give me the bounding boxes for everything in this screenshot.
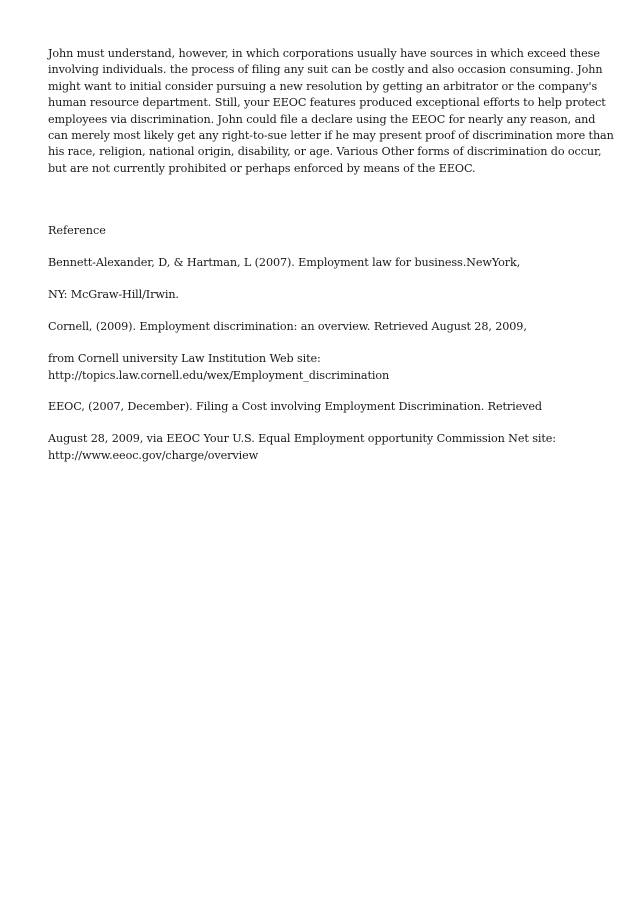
- reference-link[interactable]: http://topics.law.cornell.edu/wex/Employment_discrimination: [48, 369, 390, 383]
- reference-line: Cornell, (2009). Employment discrimination: an overview. Retrieved August 28, 2009,: [48, 320, 527, 334]
- paragraph-line: employees via discrimination. John could file a declare using the EEOC for nearly any reason, and: [48, 112, 596, 126]
- paragraph-line: but are not currently prohibited or perhaps enforced by means of the EEOC.: [48, 161, 476, 175]
- reference-line: EEOC, (2007, December). Filing a Cost involving Employment Discrimination. Retrieved: [48, 400, 542, 414]
- paragraph-line: his race, religion, national origin, disability, or age. Various Other forms of discrimination do occur,: [48, 145, 602, 159]
- references-list: [48, 254, 608, 464]
- reference-line: August 28, 2009, via EEOC Your U.S. Equal Employment opportunity Commission Net site:: [48, 432, 556, 446]
- body-paragraph: [48, 46, 614, 177]
- paragraph-line: can merely most likely get any right-to-sue letter if he may present proof of discrimination more than: [48, 129, 614, 143]
- reference-link[interactable]: http://www.eeoc.gov/charge/overview: [48, 449, 259, 463]
- paragraph-line: involving individuals. the process of filing any suit can be costly and also occasion consuming. John: [48, 63, 603, 77]
- paragraph-line: human resource department. Still, your EEOC features produced exceptional efforts to help protect: [48, 96, 606, 110]
- reference-line: Bennett-Alexander, D, & Hartman, L (2007). Employment law for business.NewYork,: [48, 256, 521, 270]
- references-heading: Reference: [48, 224, 106, 238]
- paragraph-line: might want to initial consider pursuing a new resolution by getting an arbitrator or the company's: [48, 79, 598, 93]
- document-page: [48, 46, 614, 464]
- paragraph-line: John must understand, however, in which corporations usually have sources in which exceed these: [48, 47, 600, 60]
- reference-line: from Cornell university Law Institution Web site:: [48, 352, 321, 366]
- reference-line: NY: McGraw-Hill/Irwin.: [48, 288, 179, 302]
